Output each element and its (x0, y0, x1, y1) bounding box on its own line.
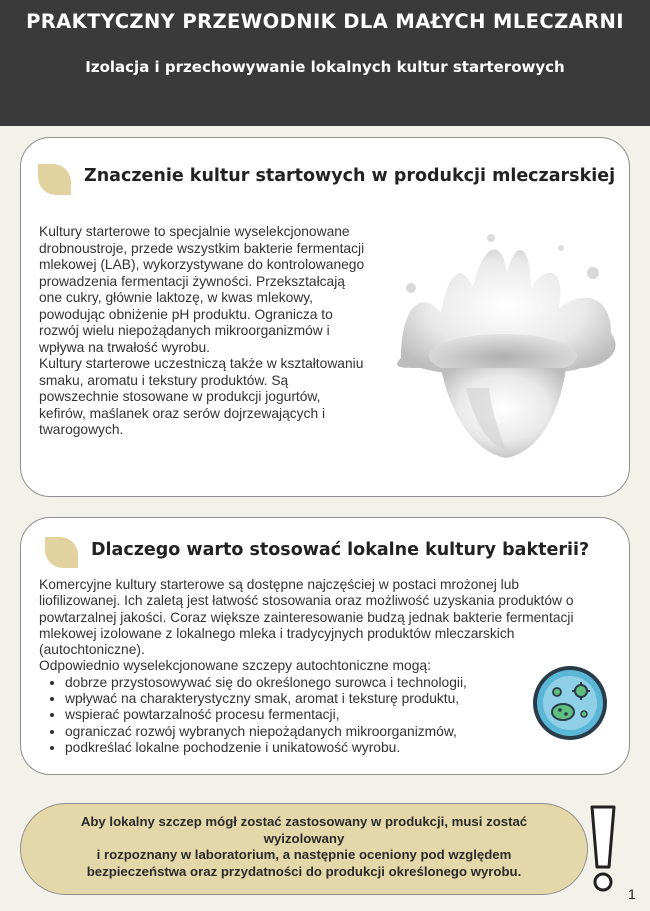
important-note-box (20, 803, 588, 895)
section-text (39, 577, 599, 756)
milk-splash-image (381, 218, 621, 463)
list-item: • wpływać na charakterystyczny smak, aromat i teksturę produktu, (65, 691, 599, 707)
paragraph: Odpowiednio wyselekcjonowane szczepy autochtoniczne mogą: (39, 658, 431, 674)
paragraph: Kultury starterowe uczestniczą także w kształtowaniu smaku, aromatu i tekstury produktów. Są powszechnie stosowane w produkcji jogurtów, kefirów, maślanek oraz serów dojrzewających i twarogowych. (39, 356, 364, 437)
leaf-bullet-icon (45, 537, 78, 568)
list-item: • wspierać powtarzalność procesu fermentacji, (65, 707, 599, 723)
paragraph: Kultury starterowe to specjalnie wyselekcjonowane drobnoustroje, przede wszystkim bakterie fermentacji mlekowej (LAB), wykorzystywane do kontrolowanego prowadzenia fermentacji żywności. Przekształcają one cukry, głównie laktozę, w kwas mlekowy, powodując obniżenie pH produktu. Ogranicza to rozwój wielu niepożądanych mikroorganizmów i wpływa na trwałość wyrobu. (39, 224, 365, 355)
section-text (39, 224, 369, 439)
section-title: Znaczenie kultur startowych w produkcji mleczarskiej (84, 166, 616, 186)
list-item: • podkreślać lokalne pochodzenie i unikatowość wyrobu. (65, 740, 599, 756)
note-line: Aby lokalny szczep mógł zostać zastosowany w produkcji, musi zostać wyizolowany (80, 814, 528, 846)
list-item: • ograniczać rozwój wybranych niepożądanych mikroorganizmów, (65, 724, 599, 740)
page-header (0, 0, 650, 126)
section-card-local-cultures (20, 517, 630, 775)
page-title: PRAKTYCZNY PRZEWODNIK DLA MAŁYCH MLECZARNI (26, 10, 624, 33)
paragraph: Komercyjne kultury starterowe są dostępne najczęściej w postaci mrożonej lub liofilizowanej. Ich zaletą jest łatwość stosowania oraz możliwość uzyskania produktów o powtarzalnej jakości. Coraz większe zainteresowanie budzą jednak bakterie fermentacji mlekowej izolowane z lokalnego mleka i tradycyjnych produktów mleczarskich (autochtoniczne). (39, 577, 574, 658)
exclamation-icon (586, 803, 620, 895)
note-text (61, 814, 547, 880)
leaf-bullet-icon (38, 164, 71, 195)
page-number: 1 (628, 886, 636, 902)
list-item: • dobrze przystosowywać się do określonego surowca i technologii, (65, 675, 599, 691)
section-title: Dlaczego warto stosować lokalne kultury bakterii? (91, 540, 590, 560)
section-card-starter-cultures (20, 137, 630, 497)
benefits-list (65, 675, 599, 756)
page-subtitle: Izolacja i przechowywanie lokalnych kultur starterowych (85, 58, 565, 76)
note-line: i rozpoznany w laboratorium, a następnie oceniony pod względem bezpieczeństwa oraz przydatności do produkcji określonego wyrobu. (86, 847, 522, 879)
bacteria-petri-dish-icon (531, 664, 609, 742)
